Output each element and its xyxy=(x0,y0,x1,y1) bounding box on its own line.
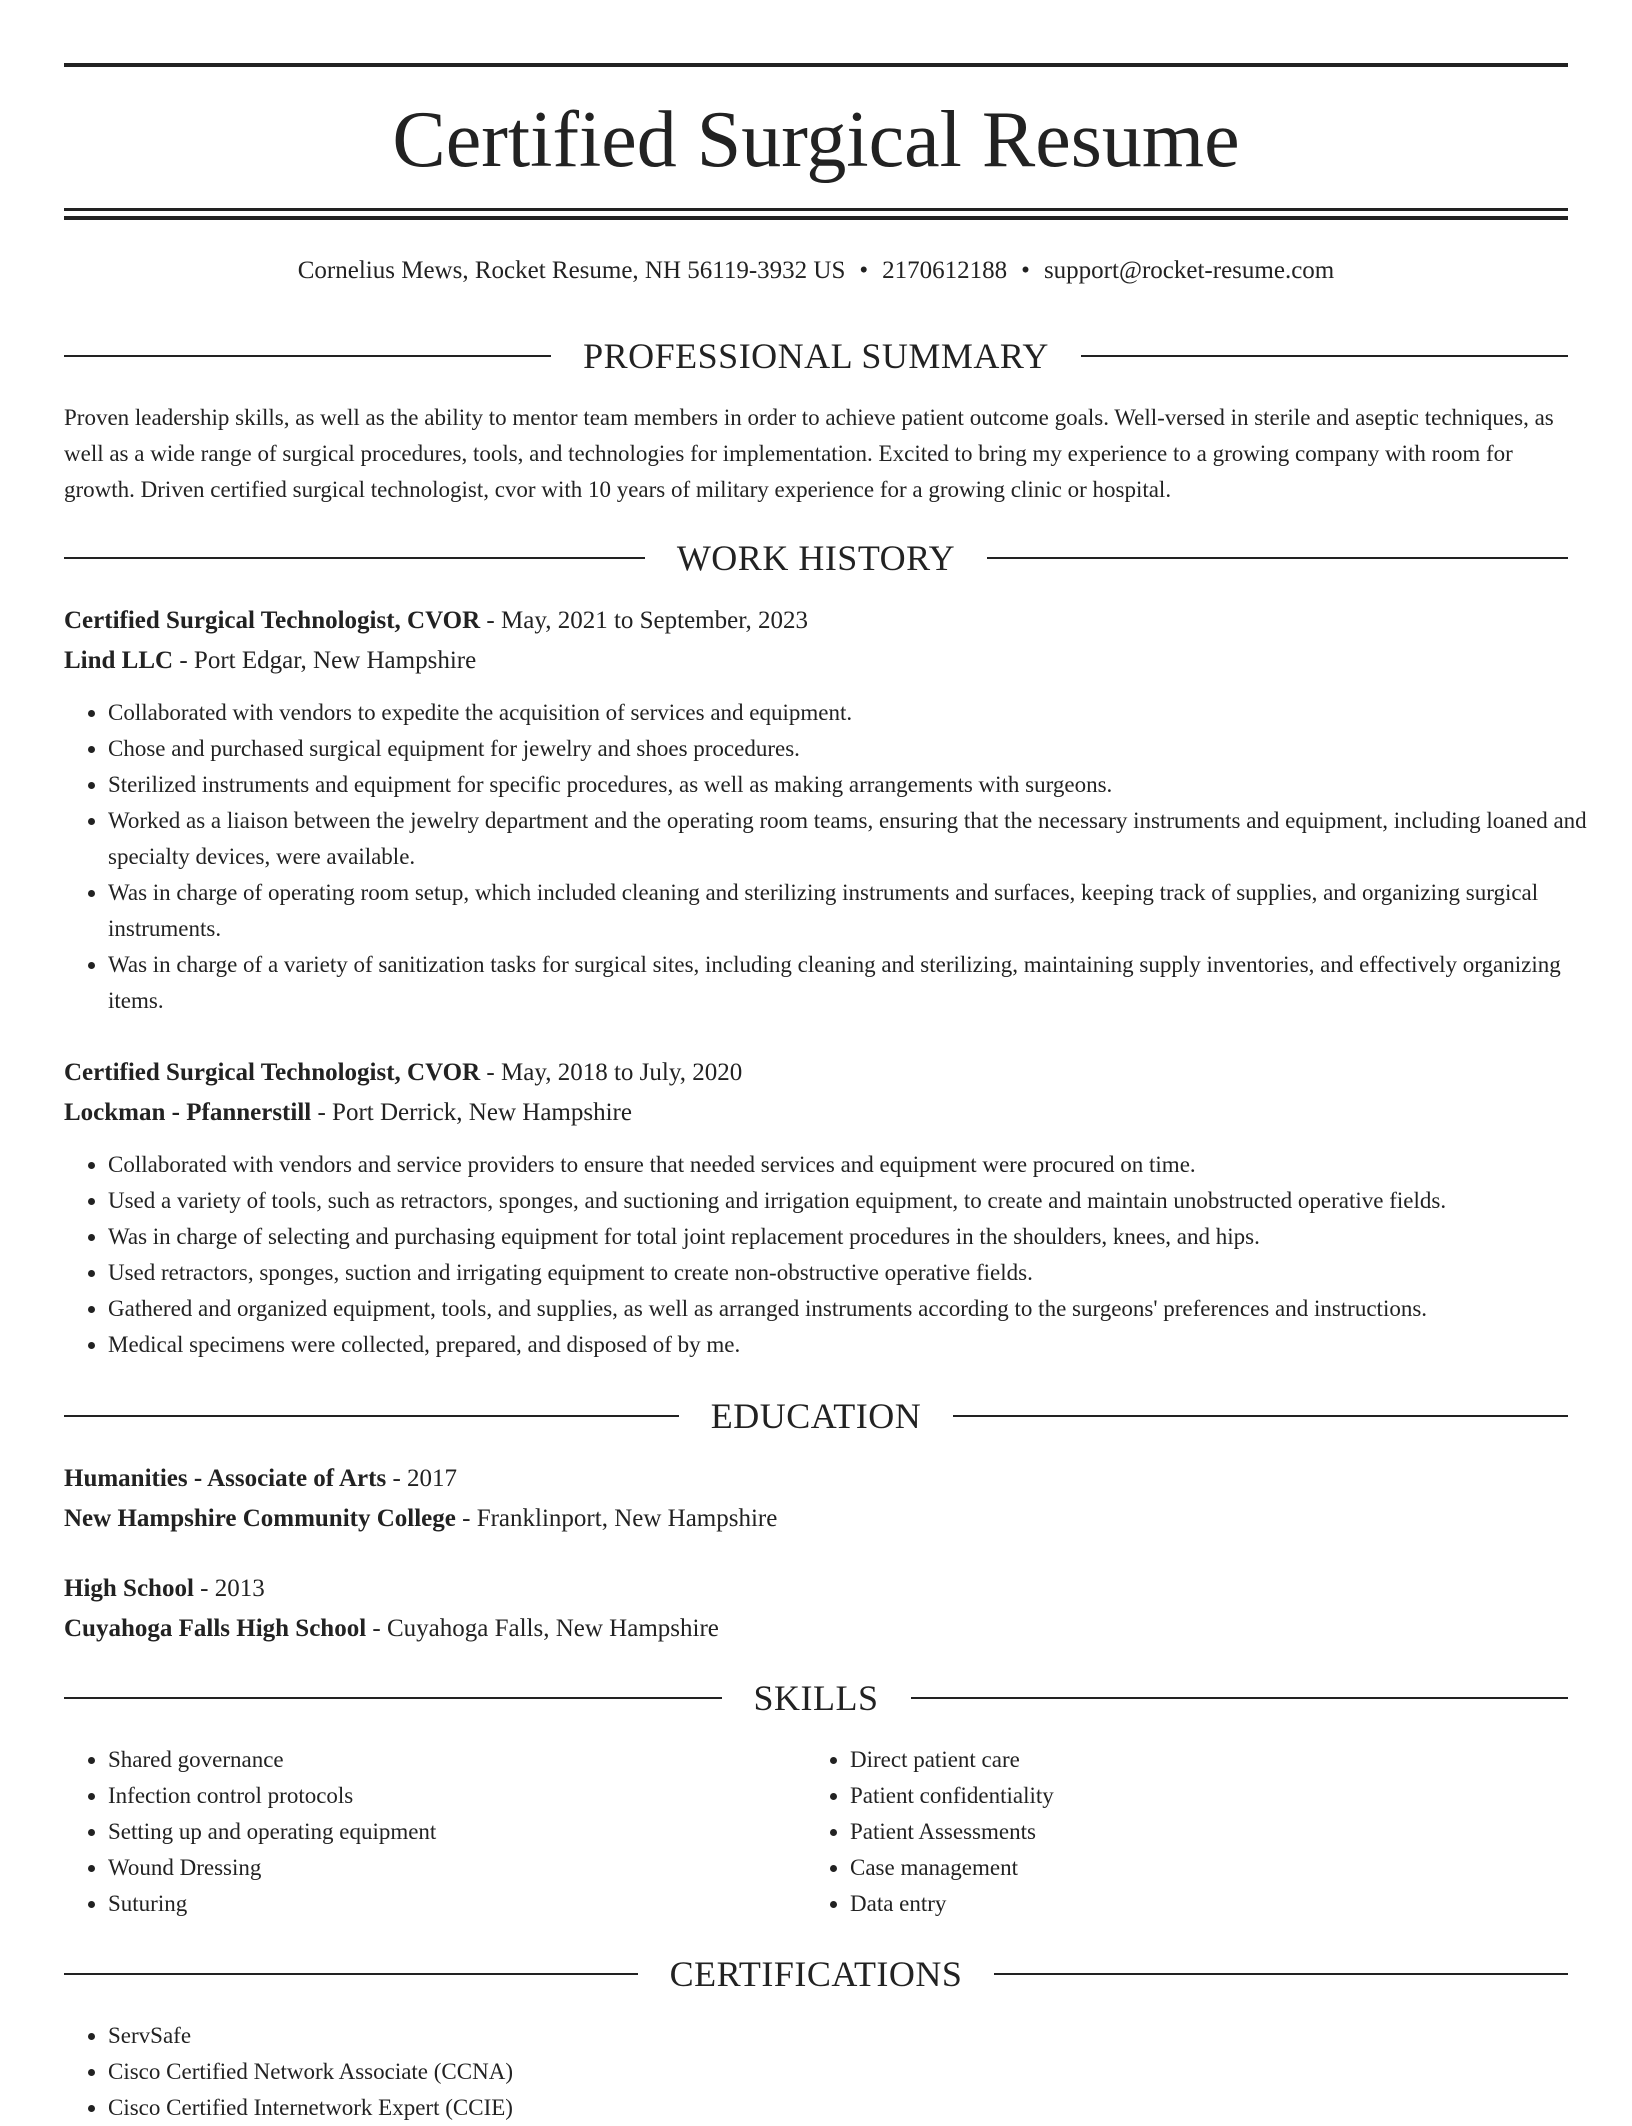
job-company-line xyxy=(64,644,1568,678)
resume-title: Certified Surgical Resume xyxy=(392,96,1240,184)
job-bullet: • Worked as a liaison between the jewelry department and the operating room teams, ensuring that the necessary instruments and equipment, including loaned and specialty devices, were available. xyxy=(108,803,1612,875)
education-year: - 2017 xyxy=(386,1465,458,1492)
section-title: EDUCATION xyxy=(710,1396,922,1436)
job-bullet: • Collaborated with vendors and service providers to ensure that needed services and equipment were procured on time. xyxy=(108,1147,1612,1183)
job-company: Lind LLC xyxy=(64,647,174,674)
heading-rule xyxy=(987,557,1568,559)
heading-rule xyxy=(64,1415,679,1417)
job-bullets xyxy=(64,695,1612,1019)
job-dates: - May, 2021 to September, 2023 xyxy=(480,607,809,634)
section-heading-education xyxy=(64,1396,1568,1436)
contact-email: support@rocket-resume.com xyxy=(1043,257,1335,284)
skill-item: • Shared governance xyxy=(108,1742,808,1778)
contact-separator: • xyxy=(859,257,869,284)
job-company: Lockman - Pfannerstill xyxy=(64,1099,312,1126)
contact-address: Cornelius Mews, Rocket Resume, NH 56119-3932 US xyxy=(297,257,846,284)
section-heading-summary xyxy=(64,336,1568,376)
skill-item: • Infection control protocols xyxy=(108,1778,808,1814)
skill-item: • Patient confidentiality xyxy=(850,1778,1550,1814)
job-bullet: • Used retractors, sponges, suction and irrigating equipment to create non-obstructive operative fields. xyxy=(108,1255,1612,1291)
certification-item: • Cisco Certified Internetwork Expert (CCIE) xyxy=(108,2090,1612,2126)
education-location: - Franklinport, New Hampshire xyxy=(455,1505,778,1532)
job-company-line xyxy=(64,1096,1568,1130)
education-degree: High School xyxy=(64,1575,194,1602)
skills-list-left xyxy=(64,1742,808,1922)
education-degree-line xyxy=(64,1572,1568,1606)
skill-item: • Patient Assessments xyxy=(850,1814,1550,1850)
job-bullet: • Was in charge of a variety of sanitization tasks for surgical sites, including cleaning and sterilizing, maintaining supply inventories, and effectively organizing items. xyxy=(108,947,1612,1019)
job-bullet: • Collaborated with vendors to expedite the acquisition of services and equipment. xyxy=(108,695,1612,731)
section-heading-certifications xyxy=(64,1954,1568,1994)
education-school-line xyxy=(64,1612,1568,1646)
skill-item: • Data entry xyxy=(850,1886,1550,1922)
job-title: Certified Surgical Technologist, CVOR xyxy=(64,607,481,634)
section-title: CERTIFICATIONS xyxy=(669,1954,963,1994)
heading-rule xyxy=(64,557,645,559)
section-heading-work xyxy=(64,538,1568,578)
job-title-line xyxy=(64,604,1568,638)
contact-phone: 2170612188 xyxy=(882,257,1008,284)
job-bullets xyxy=(64,1147,1612,1363)
title-rule-upper xyxy=(64,208,1568,211)
job-location: - Port Edgar, New Hampshire xyxy=(173,647,477,674)
top-rule xyxy=(64,63,1568,67)
job-bullet: • Sterilized instruments and equipment for specific procedures, as well as making arrangements with surgeons. xyxy=(108,767,1612,803)
certification-item: • Cisco Certified Network Associate (CCNA) xyxy=(108,2054,1612,2090)
job-title-line xyxy=(64,1056,1568,1090)
heading-rule xyxy=(64,355,551,357)
education-year: - 2013 xyxy=(193,1575,265,1602)
education-school: New Hampshire Community College xyxy=(64,1505,456,1532)
skill-item: • Setting up and operating equipment xyxy=(108,1814,808,1850)
summary-text: Proven leadership skills, as well as the ability to mentor team members in order to achieve patient outcome goals. Well-versed in sterile and aseptic techniques, as well as a wide range of surgical procedures, tools, and technologies for implementation. Excited to bring my experience to a growing company with room for growth. Driven certified surgical technologist, cvor with 10 years of military experience for a growing clinic or hospital. xyxy=(64,405,1554,502)
job-bullet: • Chose and purchased surgical equipment for jewelry and shoes procedures. xyxy=(108,731,1612,767)
job-bullet: • Medical specimens were collected, prepared, and disposed of by me. xyxy=(108,1327,1612,1363)
skill-item: • Suturing xyxy=(108,1886,808,1922)
skill-item: • Case management xyxy=(850,1850,1550,1886)
education-degree-line xyxy=(64,1462,1568,1496)
education-school-line xyxy=(64,1502,1568,1536)
education-degree: Humanities - Associate of Arts xyxy=(64,1465,387,1492)
section-heading-skills xyxy=(64,1678,1568,1718)
contact-line xyxy=(64,254,1568,288)
job-bullet: • Gathered and organized equipment, tools, and supplies, as well as arranged instruments according to the surgeons' preferences and instructions. xyxy=(108,1291,1612,1327)
skill-item: • Direct patient care xyxy=(850,1742,1550,1778)
heading-rule xyxy=(953,1415,1568,1417)
section-title: WORK HISTORY xyxy=(676,538,956,578)
job-dates: - May, 2018 to July, 2020 xyxy=(480,1059,743,1086)
heading-rule xyxy=(994,1973,1568,1975)
heading-rule xyxy=(1081,355,1568,357)
job-bullet: • Was in charge of operating room setup, which included cleaning and sterilizing instruments and surfaces, keeping track of supplies, and organizing surgical instruments. xyxy=(108,875,1612,947)
certifications-list xyxy=(64,2018,1612,2126)
section-title: SKILLS xyxy=(753,1678,879,1718)
job-title: Certified Surgical Technologist, CVOR xyxy=(64,1059,481,1086)
education-school: Cuyahoga Falls High School xyxy=(64,1615,367,1642)
skill-item: • Wound Dressing xyxy=(108,1850,808,1886)
education-location: - Cuyahoga Falls, New Hampshire xyxy=(366,1615,719,1642)
heading-rule xyxy=(64,1973,638,1975)
skills-list-right xyxy=(806,1742,1550,1922)
contact-separator: • xyxy=(1021,257,1030,284)
title-rule-lower xyxy=(64,216,1568,220)
section-title: PROFESSIONAL SUMMARY xyxy=(583,336,1049,376)
job-bullet: • Used a variety of tools, such as retractors, sponges, and suctioning and irrigation equipment, to create and maintain unobstructed operative fields. xyxy=(108,1183,1612,1219)
heading-rule xyxy=(911,1697,1569,1699)
job-bullet: • Was in charge of selecting and purchasing equipment for total joint replacement procedures in the shoulders, knees, and hips. xyxy=(108,1219,1612,1255)
certification-item: • ServSafe xyxy=(108,2018,1612,2054)
heading-rule xyxy=(64,1697,722,1699)
job-location: - Port Derrick, New Hampshire xyxy=(311,1099,632,1126)
